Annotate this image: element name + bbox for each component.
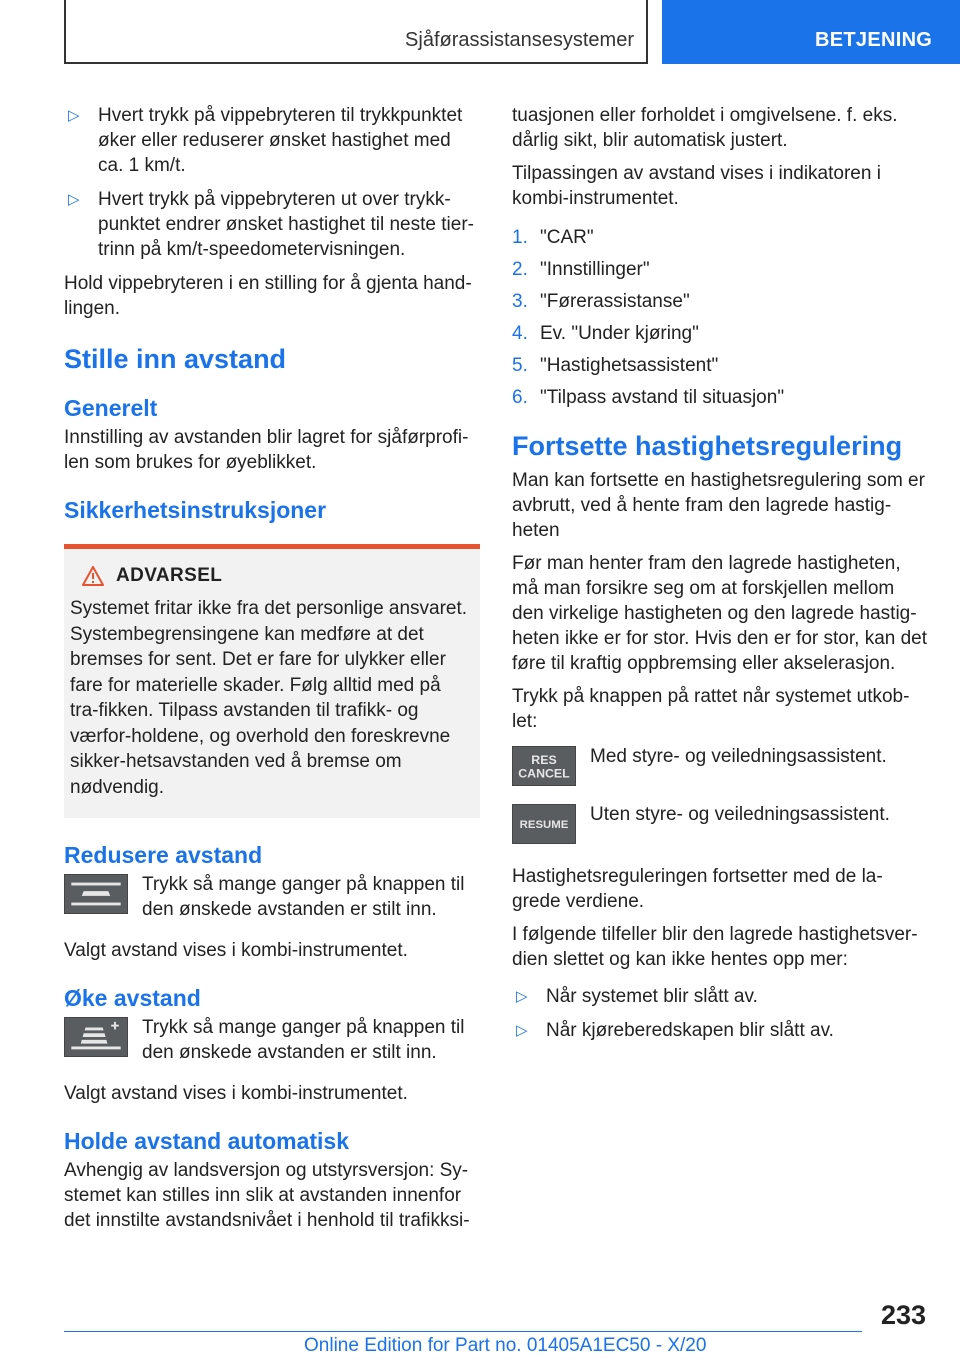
reduce-distance-row <box>64 872 480 922</box>
page-number: 233 <box>880 1300 926 1330</box>
warning-box <box>64 544 480 818</box>
list-item-text: Når systemet blir slått av. <box>546 986 758 1007</box>
res-cancel-button-icon <box>512 746 576 786</box>
step-number: 3. <box>512 291 528 312</box>
resume-caution-text: Før man henter fram den lagrede hastigheten, må man forsikre seg om at forskjellen mellom den virkelige hastigheten og den lagrede hastig-heten ikke er for stor. Hvis den er for stor, kan det føre til kraftig oppbremsing eller akselerasjon. <box>512 553 928 674</box>
step-text: "Tilpass avstand til situasjon" <box>540 387 785 408</box>
list-item-text: Når kjøreberedskapen blir slått av. <box>546 1020 834 1041</box>
resume-intro-text: Man kan fortsette en hastighetsregulering som er avbrutt, ved å hente fram den lagrede hastig-heten <box>512 470 925 541</box>
warning-title <box>70 563 474 588</box>
list-item <box>512 321 928 346</box>
auto-distance-text: Avhengig av landsversjon og utstyrsversjon: Sy-stemet kan stilles inn slik at avstanden innenfor det innstilte avstandsnivået i henhold til trafikksi- <box>64 1160 470 1231</box>
right-column <box>512 103 928 1052</box>
resume-label: RESUME <box>519 818 569 831</box>
heading-reduce-distance: Redusere avstand <box>64 842 263 868</box>
bullet-triangle-icon: ▷ <box>516 988 528 1005</box>
cancel-label: CANCEL <box>518 766 570 781</box>
heading-increase-distance: Øke avstand <box>64 985 201 1011</box>
list-item <box>512 289 928 314</box>
list-item <box>512 225 928 250</box>
reduce-distance-text: Trykk så mange ganger på knappen til den ønskede avstanden er stilt inn. <box>142 874 465 920</box>
distance-increase-icon <box>64 1017 128 1057</box>
general-text: Innstilling av avstanden blir lagret for sjåførprofi-len som brukes for øyeblikket. <box>64 427 469 473</box>
step-text: Ev. "Under kjøring" <box>540 323 699 344</box>
bullet-triangle-icon: ▷ <box>68 191 80 208</box>
list-item <box>512 1018 928 1043</box>
list-item <box>512 385 928 410</box>
reduce-after-text: Valgt avstand vises i kombi-instrumentet. <box>64 940 408 961</box>
heading-auto-distance: Holde avstand automatisk <box>64 1128 350 1154</box>
footer-edition-link[interactable]: Online Edition for Part no. 01405A1EC50 - X/20 <box>304 1335 707 1356</box>
step-number: 1. <box>512 227 528 248</box>
bullet-triangle-icon: ▷ <box>68 107 80 124</box>
step-text: "Innstillinger" <box>540 259 650 280</box>
step-number: 4. <box>512 323 528 344</box>
increase-distance-row <box>64 1015 480 1065</box>
distance-decrease-icon <box>64 874 128 914</box>
list-item <box>64 187 480 262</box>
step-number: 2. <box>512 259 528 280</box>
continued-text: tuasjonen eller forholdet i omgivelsene. f. eks. dårlig sikt, blir automatisk justert. <box>512 105 898 151</box>
heading-general: Generelt <box>64 395 158 421</box>
increase-distance-text: Trykk så mange ganger på knappen til den ønskede avstanden er stilt inn. <box>142 1017 465 1063</box>
hold-text: Hold vippebryteren i en stilling for å gjenta hand-lingen. <box>64 273 472 319</box>
list-item <box>512 353 928 378</box>
header-section-box <box>64 0 648 64</box>
list-item-text: Hvert trykk på vippebryteren til trykkpunktet øker eller reduserer ønsket hastighet med ca. 1 km/t. <box>98 105 463 176</box>
resume-press-text: Trykk på knappen på rattet når systemet utkob-let: <box>512 686 910 732</box>
continues-text: Hastighetsreguleringen fortsetter med de la-grede verdiene. <box>512 866 883 912</box>
heading-set-distance: Stille inn avstand <box>64 344 287 374</box>
heading-resume-speed: Fortsette hastighetsregulering <box>512 431 903 461</box>
warning-triangle-icon <box>82 566 104 586</box>
list-item-text: Hvert trykk på vippebryteren ut over trykk-punktet endrer ønsket hastighet til neste tier-trinn på km/t-speedometervisningen. <box>98 189 474 260</box>
left-column <box>64 103 480 1241</box>
with-assist-text: Med styre- og veiledningsassistent. <box>590 746 887 767</box>
step-text: "Hastighetsassistent" <box>540 355 719 376</box>
increase-after-text: Valgt avstand vises i kombi-instrumentet. <box>64 1083 408 1104</box>
step-text: "Førerassistanse" <box>540 291 690 312</box>
warning-title-text: ADVARSEL <box>116 565 223 586</box>
step-text: "CAR" <box>540 227 594 248</box>
indicator-text: Tilpassingen av avstand vises i indikatoren i kombi-instrumentet. <box>512 163 881 209</box>
list-item <box>64 103 480 178</box>
bullet-triangle-icon: ▷ <box>516 1022 528 1039</box>
heading-safety: Sikkerhetsinstruksjoner <box>64 497 327 523</box>
header-chapter-tab[interactable] <box>662 0 960 64</box>
res-cancel-row <box>512 744 928 786</box>
footer-divider <box>64 1331 862 1332</box>
resume-button-icon <box>512 804 576 844</box>
resume-row <box>512 802 928 844</box>
warning-text: Systemet fritar ikke fra det personlige ansvaret. Systembegrensingene kan medføre at det bremses for sent. Det er fare for ulykker eller fare for materielle skader. Følg alltid med på tra-fikken. Tilpass avstanden til trafikk- og værfor-holdene, og overhold den foreskrevne sikker-hetsavstanden ved å bremse om nødvendig. <box>70 598 468 798</box>
list-item <box>512 257 928 282</box>
header-section-title: Sjåførassistansesystemer <box>405 29 634 51</box>
header-chapter-title: BETJENING <box>815 29 933 51</box>
step-number: 5. <box>512 355 528 376</box>
without-assist-text: Uten styre- og veiledningsassistent. <box>590 804 890 825</box>
step-number: 6. <box>512 387 528 408</box>
res-label: RES <box>531 753 557 768</box>
list-item <box>512 984 928 1009</box>
deleted-text: I følgende tilfeller blir den lagrede hastighetsver-dien slettet og kan ikke hentes opp mer: <box>512 924 918 970</box>
